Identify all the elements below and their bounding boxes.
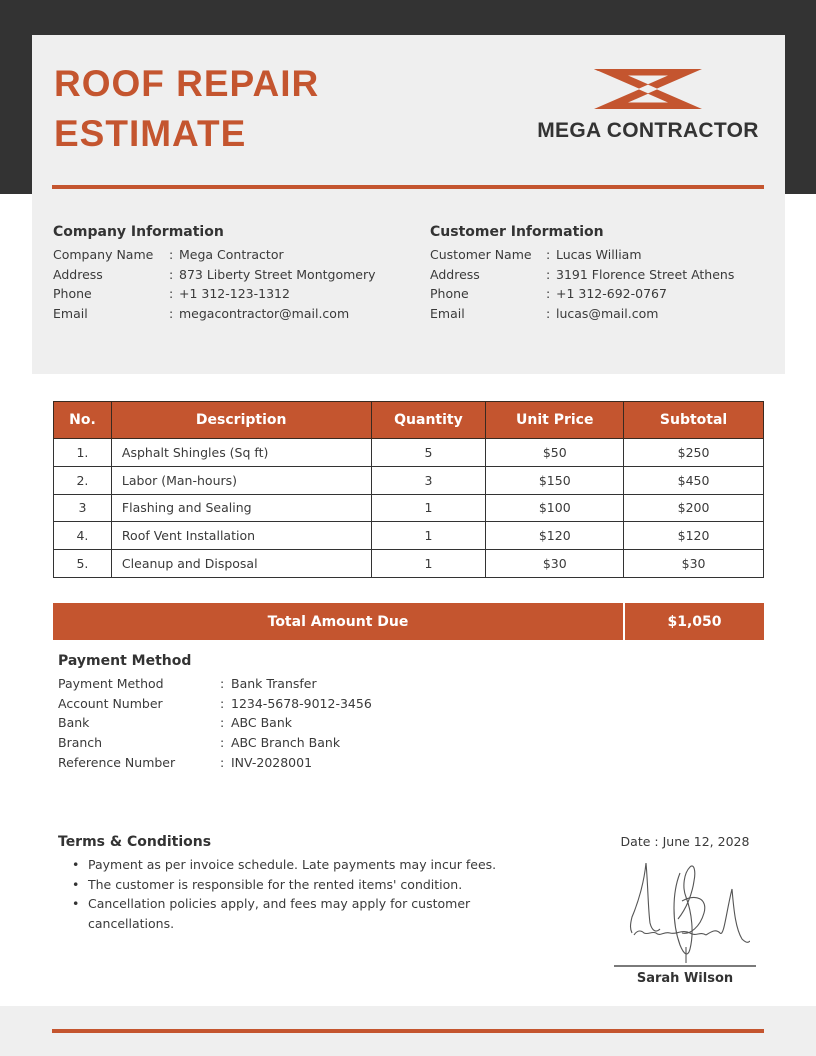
signatory-name: Sarah Wilson: [636, 971, 734, 986]
header-divider: [52, 185, 764, 189]
cell-description: Roof Vent Installation: [111, 522, 371, 550]
cell-subtotal: $250: [624, 439, 764, 467]
signature-line: [614, 965, 756, 967]
reference-number-row: [58, 753, 372, 773]
payment-label: Account Number: [58, 695, 163, 711]
header-card: [32, 35, 785, 374]
payment-value: INV-2028001: [231, 754, 313, 770]
footer-divider: [52, 1029, 764, 1033]
info-separator: :: [169, 306, 174, 322]
info-separator: :: [546, 286, 551, 302]
crossed-roof-logo-icon: [594, 69, 702, 109]
cell-quantity: 5: [371, 439, 486, 467]
total-value: $1,050: [667, 613, 722, 630]
cell-subtotal: $120: [624, 522, 764, 550]
table-row: [54, 439, 764, 467]
payment-method-row: [58, 674, 372, 694]
terms-and-conditions: [58, 834, 518, 933]
cell-description: Labor (Man-hours): [111, 466, 371, 494]
info-value: lucas@mail.com: [556, 306, 659, 322]
terms-item: • Cancellation policies apply, and fees may apply for customer cancellations.: [58, 894, 518, 933]
customer-info-title: Customer Information: [430, 224, 604, 240]
info-value: 3191 Florence Street Athens: [556, 266, 735, 282]
column-header-description: Description: [111, 402, 371, 439]
line-items-table: [53, 401, 764, 578]
account-number-row: [58, 694, 372, 714]
payment-label: Reference Number: [58, 754, 176, 770]
cell-subtotal: $200: [624, 494, 764, 522]
info-separator: :: [546, 306, 551, 322]
table-row: [54, 494, 764, 522]
cell-description: Asphalt Shingles (Sq ft): [111, 439, 371, 467]
info-value: megacontractor@mail.com: [179, 306, 350, 322]
cell-no: 1.: [54, 439, 112, 467]
info-separator: :: [169, 247, 174, 262]
branch-row: [58, 733, 372, 753]
signature-date: Date : June 12, 2028: [620, 834, 750, 849]
company-name-row: [53, 245, 376, 265]
cell-description: Cleanup and Disposal: [111, 550, 371, 578]
payment-value: Bank Transfer: [231, 676, 317, 691]
cell-unit-price: $120: [486, 522, 624, 550]
info-label: Address: [53, 266, 103, 282]
table-header-row: [54, 402, 764, 439]
cell-no: 3: [54, 494, 112, 522]
payment-separator: :: [220, 695, 225, 711]
cell-subtotal: $30: [624, 550, 764, 578]
info-value: Lucas William: [556, 247, 642, 262]
cell-unit-price: $50: [486, 439, 624, 467]
terms-item: • Payment as per invoice schedule. Late payments may incur fees.: [58, 855, 518, 875]
customer-information: [430, 224, 734, 324]
cell-no: 2.: [54, 466, 112, 494]
cell-unit-price: $30: [486, 550, 624, 578]
total-label: Total Amount Due: [53, 603, 625, 640]
info-label: Company Name: [53, 247, 154, 262]
cell-unit-price: $150: [486, 466, 624, 494]
payment-separator: :: [220, 735, 225, 751]
payment-value: 1234-5678-9012-3456: [231, 695, 372, 711]
title-line-1: ROOF REPAIR: [54, 63, 320, 104]
info-label: Phone: [430, 286, 469, 302]
customer-email-row: [430, 304, 734, 324]
cell-no: 5.: [54, 550, 112, 578]
handwritten-signature-icon: [620, 853, 750, 965]
info-value: Mega Contractor: [179, 247, 284, 262]
terms-item: • The customer is responsible for the rented items' condition.: [58, 875, 518, 895]
payment-separator: :: [220, 676, 225, 691]
cell-quantity: 3: [371, 466, 486, 494]
customer-phone-row: [430, 284, 734, 304]
company-email-row: [53, 304, 376, 324]
info-label: Email: [53, 306, 88, 322]
info-separator: :: [169, 266, 174, 282]
info-label: Phone: [53, 286, 92, 302]
payment-label: Bank: [58, 715, 90, 731]
info-separator: :: [546, 266, 551, 282]
column-header-quantity: Quantity: [371, 402, 486, 439]
info-label: Customer Name: [430, 247, 532, 262]
table-row: [54, 550, 764, 578]
logo-text: MEGA CONTRACTOR: [537, 119, 759, 142]
column-header-subtotal: Subtotal: [624, 402, 764, 439]
info-separator: :: [169, 286, 174, 302]
info-value: 873 Liberty Street Montgomery: [179, 266, 376, 282]
title-line-2: ESTIMATE: [54, 113, 247, 154]
column-header-no: No.: [54, 402, 112, 439]
info-separator: :: [546, 247, 551, 262]
cell-description: Flashing and Sealing: [111, 494, 371, 522]
payment-label: Branch: [58, 735, 103, 751]
cell-subtotal: $450: [624, 466, 764, 494]
info-label: Email: [430, 306, 465, 322]
total-amount-bar: [53, 603, 764, 640]
payment-method-section: [58, 653, 372, 772]
table-row: [54, 466, 764, 494]
cell-quantity: 1: [371, 494, 486, 522]
signature-area: [614, 834, 756, 986]
info-label: Address: [430, 266, 480, 282]
table-row: [54, 522, 764, 550]
document-title: [54, 59, 319, 159]
info-value: +1 312-123-1312: [179, 286, 290, 302]
terms-list: [58, 855, 518, 933]
company-info-title: Company Information: [53, 224, 224, 240]
company-logo: [535, 69, 761, 143]
company-address-row: [53, 265, 376, 285]
payment-value: ABC Branch Bank: [231, 735, 341, 751]
bank-row: [58, 713, 372, 733]
cell-no: 4.: [54, 522, 112, 550]
customer-address-row: [430, 265, 734, 285]
cell-quantity: 1: [371, 522, 486, 550]
payment-value: ABC Bank: [231, 715, 293, 731]
company-phone-row: [53, 284, 376, 304]
company-information: [53, 224, 376, 324]
terms-title: Terms & Conditions: [58, 834, 212, 850]
customer-name-row: [430, 245, 734, 265]
payment-label: Payment Method: [58, 676, 164, 691]
column-header-unit-price: Unit Price: [486, 402, 624, 439]
payment-separator: :: [220, 715, 225, 731]
info-value: +1 312-692-0767: [556, 286, 667, 302]
cell-quantity: 1: [371, 550, 486, 578]
cell-unit-price: $100: [486, 494, 624, 522]
payment-separator: :: [220, 754, 225, 770]
payment-section-title: Payment Method: [58, 653, 192, 669]
